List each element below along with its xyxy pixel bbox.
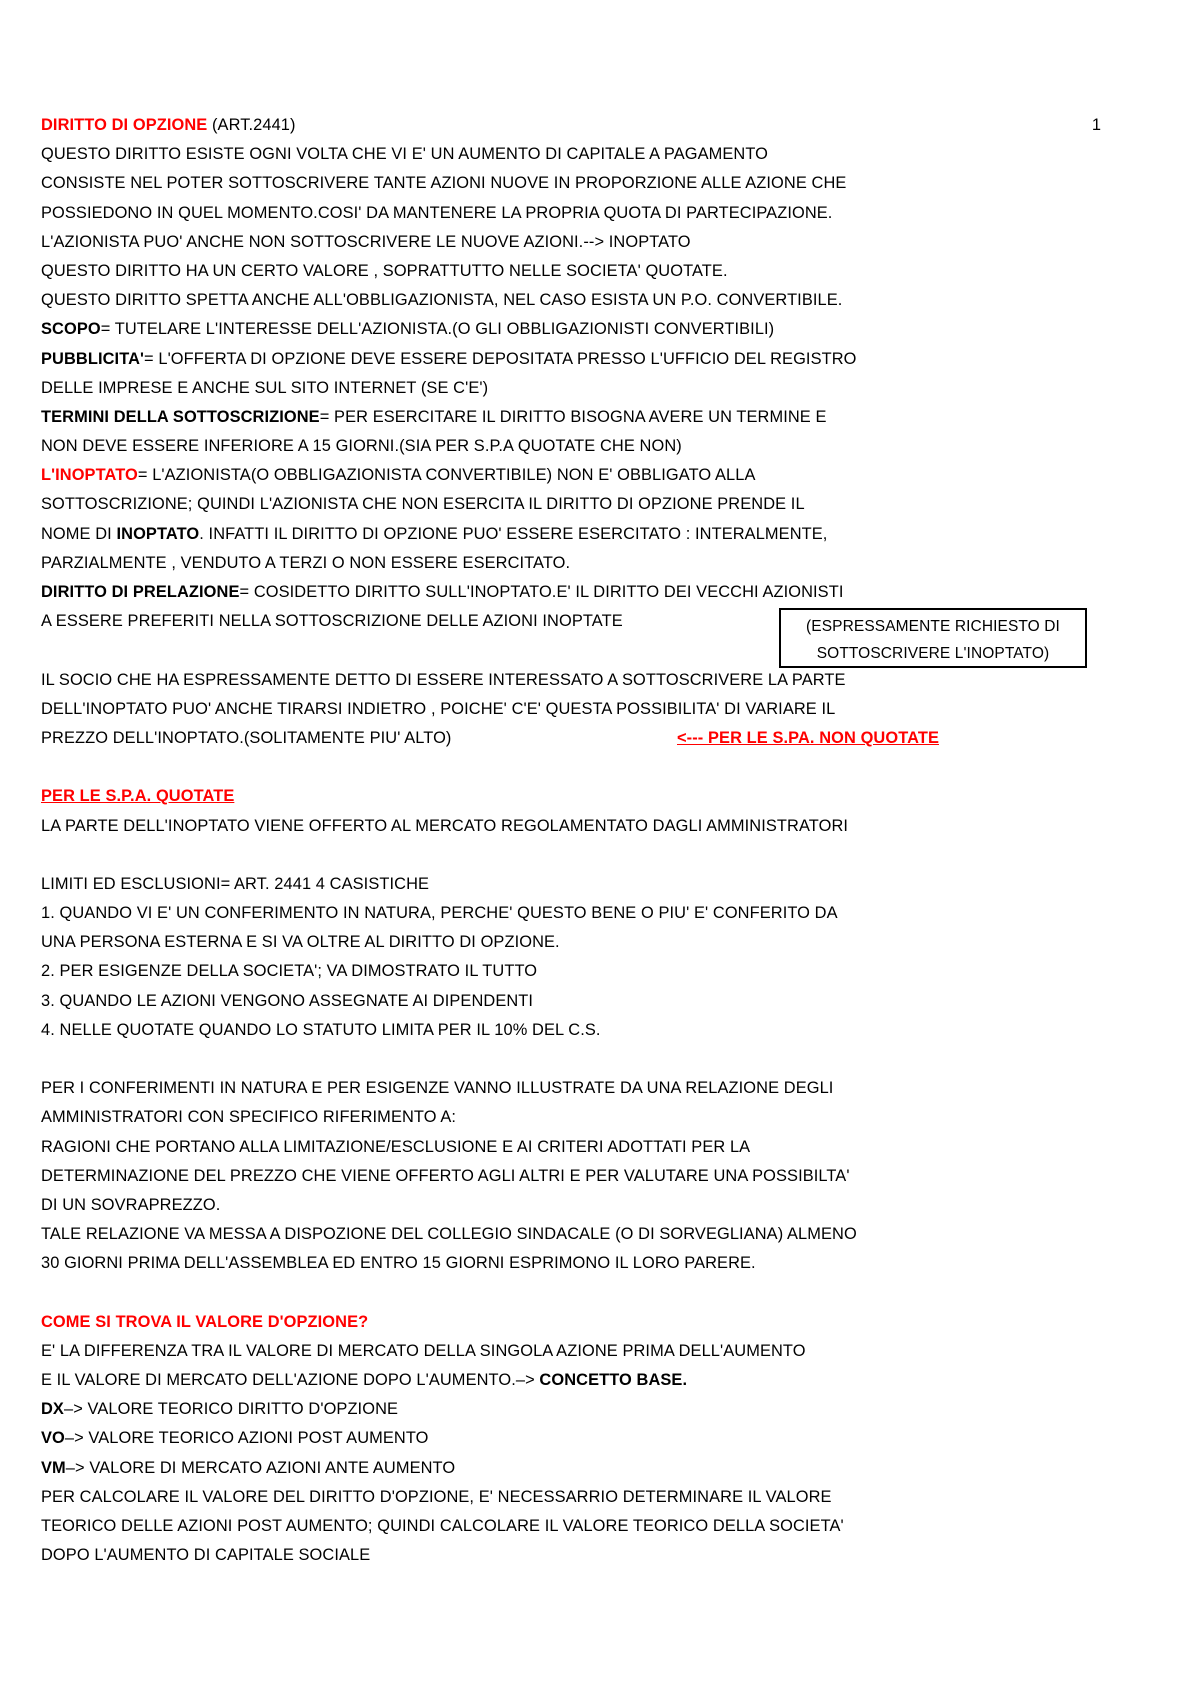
pubblicita-line2: DELLE IMPRESE E ANCHE SUL SITO INTERNET (SE C'E') (41, 378, 489, 397)
limiti-line: 4. NELLE QUOTATE QUANDO LO STATUTO LIMITA PER IL 10% DEL C.S. (41, 1020, 601, 1039)
prelazione-line2: A ESSERE PREFERITI NELLA SOTTOSCRIZIONE DELLE AZIONI INOPTATE (41, 612, 623, 631)
inoptato-label: L'INOPTATO (41, 466, 138, 485)
inoptato-line3 (41, 520, 1101, 549)
scopo-paragraph (41, 315, 1101, 344)
relazione-line: DETERMINAZIONE DEL PREZZO CHE VIENE OFFERTO AGLI ALTRI E PER VALUTARE UNA POSSIBILTA' (41, 1166, 850, 1185)
relazione-line: 30 GIORNI PRIMA DELL'ASSEMBLEA ED ENTRO 15 GIORNI ESPRIMONO IL LORO PARERE. (41, 1254, 756, 1273)
prelazione-label: DIRITTO DI PRELAZIONE (41, 583, 240, 601)
socio-line: PREZZO DELL'INOPTATO.(SOLITAMENTE PIU' ALTO) (41, 728, 452, 747)
definition-label: VO (41, 1429, 65, 1448)
termini-paragraph (41, 403, 1101, 432)
termini-text: = PER ESERCITARE IL DIRITTO BISOGNA AVERE UN TERMINE E (319, 407, 827, 426)
intro-line: POSSIEDONO IN QUEL MOMENTO.COSI' DA MANTENERE LA PROPRIA QUOTA DI PARTECIPAZIONE. (41, 203, 833, 222)
intro-line: QUESTO DIRITTO ESISTE OGNI VOLTA CHE VI E' UN AUMENTO DI CAPITALE A PAGAMENTO (41, 145, 769, 164)
callout-line: (ESPRESSAMENTE RICHIESTO DI (806, 618, 1060, 636)
termini-line2: NON DEVE ESSERE INFERIORE A 15 GIORNI.(SIA PER S.P.A QUOTATE CHE NON) (41, 437, 682, 456)
intro-line: CONSISTE NEL POTER SOTTOSCRIVERE TANTE AZIONI NUOVE IN PROPORZIONE ALLE AZIONE CHE (41, 174, 847, 193)
definition-dx (41, 1395, 1101, 1424)
relazione-line: RAGIONI CHE PORTANO ALLA LIMITAZIONE/ESCLUSIONE E AI CRITERI ADOTTATI PER LA (41, 1137, 751, 1156)
pubblicita-label: PUBBLICITA' (41, 349, 145, 368)
definition-label: DX (41, 1400, 64, 1419)
definition-text: –> VALORE TEORICO DIRITTO D'OPZIONE (63, 1400, 399, 1419)
limiti-line: 3. QUANDO LE AZIONI VENGONO ASSEGNATE AI DIPENDENTI (41, 991, 534, 1010)
limiti-line: 1. QUANDO VI E' UN CONFERIMENTO IN NATURA, PERCHE' QUESTO BENE O PIU' E' CONFERITO DA (41, 904, 838, 923)
pubblicita-text: = L'OFFERTA DI OPZIONE DEVE ESSERE DEPOSITATA PRESSO L'UFFICIO DEL REGISTRO (144, 349, 857, 368)
spacer (41, 1279, 1101, 1308)
socio-line-row (41, 724, 1101, 753)
definition-text: –> VALORE TEORICO AZIONI POST AUMENTO (64, 1429, 429, 1448)
intro-line: QUESTO DIRITTO HA UN CERTO VALORE , SOPRATTUTTO NELLE SOCIETA' QUOTATE. (41, 261, 728, 280)
inoptato-line4: PARZIALMENTE , VENDUTO A TERZI O NON ESSERE ESERCITATO. (41, 553, 571, 572)
termini-label: TERMINI DELLA SOTTOSCRIZIONE (41, 407, 320, 426)
valore-line1: E' LA DIFFERENZA TRA IL VALORE DI MERCATO DELLA SINGOLA AZIONE PRIMA DELL'AUMENTO (41, 1341, 806, 1360)
main-heading-ref: (ART.2441) (207, 116, 296, 134)
spacer (41, 841, 1101, 870)
relazione-line: TALE RELAZIONE VA MESSA A DISPOZIONE DEL COLLEGIO SINDACALE (O DI SORVEGLIANA) ALMENO (41, 1225, 857, 1244)
definition-text: –> VALORE DI MERCATO AZIONI ANTE AUMENTO (65, 1458, 456, 1477)
spacer (41, 753, 1101, 782)
intro-line: QUESTO DIRITTO SPETTA ANCHE ALL'OBBLIGAZIONISTA, NEL CASO ESISTA UN P.O. CONVERTIBILE. (41, 291, 843, 310)
inoptato-line3-pre: NOME DI (41, 524, 117, 543)
limiti-line: 2. PER ESIGENZE DELLA SOCIETA'; VA DIMOSTRATO IL TUTTO (41, 962, 538, 981)
socio-line: DELL'INOPTATO PUO' ANCHE TIRARSI INDIETRO , POICHE' C'E' QUESTA POSSIBILITA' DI VARIARE IL (41, 699, 836, 718)
non-quotate-note: <--- PER LE S.PA. NON QUOTATE (677, 728, 939, 747)
inoptato-line2: SOTTOSCRIZIONE; QUINDI L'AZIONISTA CHE NON ESERCITA IL DIRITTO DI OPZIONE PRENDE IL (41, 495, 805, 514)
definition-label: VM (41, 1458, 66, 1477)
inoptato-line3-post: . INFATTI IL DIRITTO DI OPZIONE PUO' ESSERE ESERCITATO : INTERALMENTE, (199, 524, 828, 543)
inoptato-line3-bold: INOPTATO (116, 524, 200, 543)
closing-line: DOPO L'AUMENTO DI CAPITALE SOCIALE (41, 1546, 371, 1565)
prelazione-paragraph (41, 578, 1101, 607)
valore-line2-pre: E IL VALORE DI MERCATO DELL'AZIONE DOPO L'AUMENTO.–> (41, 1371, 540, 1390)
spacer (41, 1045, 1101, 1074)
inoptato-paragraph (41, 461, 1101, 490)
limiti-line: UNA PERSONA ESTERNA E SI VA OLTRE AL DIRITTO DI OPZIONE. (41, 933, 560, 952)
main-heading (41, 111, 1101, 140)
inoptato-text: = L'AZIONISTA(O OBBLIGAZIONISTA CONVERTIBILE) NON E' OBBLIGATO ALLA (137, 466, 756, 485)
limiti-line: LIMITI ED ESCLUSIONI= ART. 2441 4 CASISTICHE (41, 874, 430, 893)
quotate-text: LA PARTE DELL'INOPTATO VIENE OFFERTO AL MERCATO REGOLAMENTATO DAGLI AMMINISTRATORI (41, 816, 849, 835)
relazione-line: AMMINISTRATORI CON SPECIFICO RIFERIMENTO A: (41, 1108, 457, 1127)
quotate-heading: PER LE S.P.A. QUOTATE (41, 787, 235, 806)
scopo-text: = TUTELARE L'INTERESSE DELL'AZIONISTA.(O GLI OBBLIGAZIONISTI CONVERTIBILI) (100, 320, 775, 339)
pubblicita-paragraph (41, 345, 1101, 374)
intro-line: L'AZIONISTA PUO' ANCHE NON SOTTOSCRIVERE LE NUOVE AZIONI.--> INOPTATO (41, 232, 691, 251)
closing-line: PER CALCOLARE IL VALORE DEL DIRITTO D'OPZIONE, E' NECESSARRIO DETERMINARE IL VALORE (41, 1487, 832, 1506)
page-number: 1 (1091, 116, 1101, 134)
document-page (41, 111, 1101, 1570)
valore-line2 (41, 1366, 1101, 1395)
prelazione-text: = COSIDETTO DIRITTO SULL'INOPTATO.E' IL DIRITTO DEI VECCHI AZIONISTI (239, 583, 844, 601)
definition-vm (41, 1454, 1101, 1483)
relazione-line: PER I CONFERIMENTI IN NATURA E PER ESIGENZE VANNO ILLUSTRATE DA UNA RELAZIONE DEGLI (41, 1079, 834, 1098)
callout-line: SOTTOSCRIVERE L'INOPTATO) (816, 645, 1050, 663)
main-heading-title: DIRITTO DI OPZIONE (41, 116, 208, 134)
socio-line: IL SOCIO CHE HA ESPRESSAMENTE DETTO DI ESSERE INTERESSATO A SOTTOSCRIVERE LA PARTE (41, 670, 846, 689)
relazione-line: DI UN SOVRAPREZZO. (41, 1195, 221, 1214)
valore-heading: COME SI TROVA IL VALORE D'OPZIONE? (41, 1312, 369, 1331)
definition-vo (41, 1424, 1101, 1453)
prelazione-line2-row (41, 607, 1101, 663)
scopo-label: SCOPO (41, 320, 101, 339)
valore-line2-bold: CONCETTO BASE. (539, 1371, 688, 1390)
closing-line: TEORICO DELLE AZIONI POST AUMENTO; QUINDI CALCOLARE IL VALORE TEORICO DELLA SOCIETA' (41, 1517, 844, 1535)
prelazione-callout-box (779, 608, 1087, 668)
